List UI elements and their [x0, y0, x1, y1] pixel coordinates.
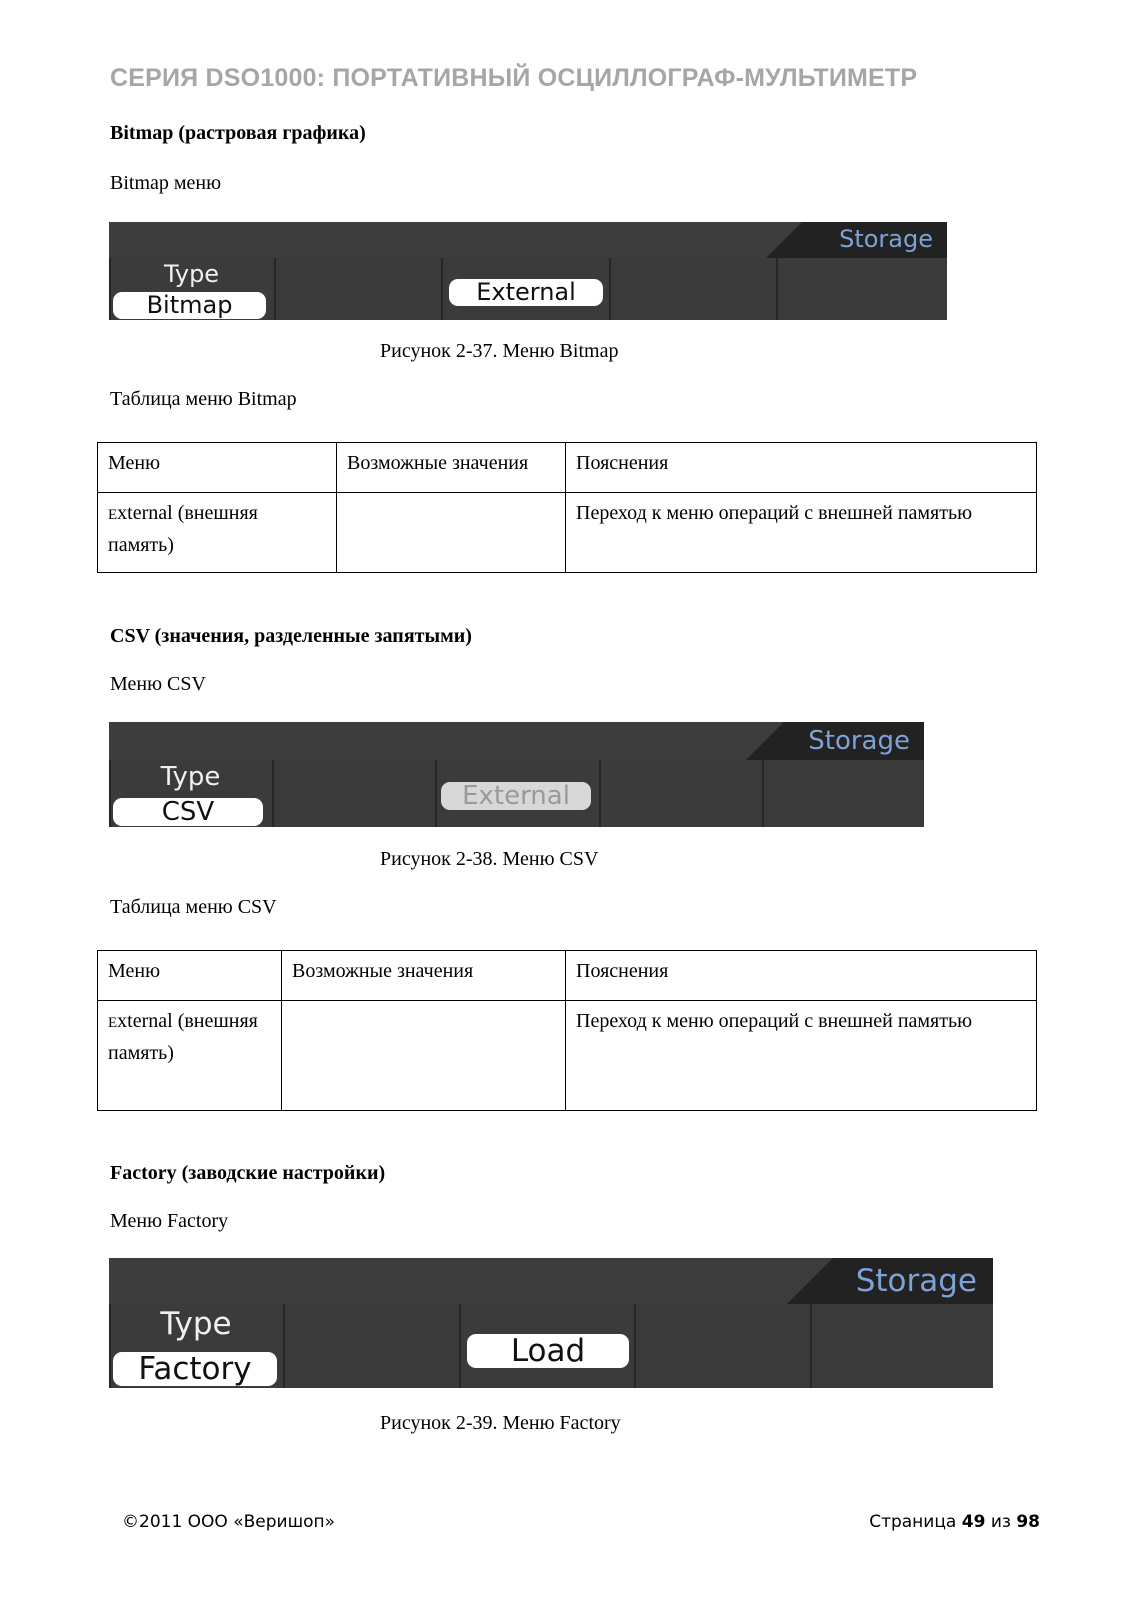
total-pages: 98 — [1016, 1512, 1040, 1532]
bitmap-menu-bar — [109, 222, 947, 320]
factory-menu-bar — [109, 1258, 993, 1388]
figure-caption-2-37: Рисунок 2-37. Меню Bitmap — [380, 340, 619, 362]
table-cell-desc: Переход к меню операций с внешней памятью — [566, 1001, 1037, 1111]
factory-heading: Factory (заводские настройки) — [110, 1162, 386, 1184]
softkey-5[interactable] — [810, 1304, 993, 1388]
softkey-2[interactable] — [272, 760, 437, 827]
menu-name: xternal (внешняя память) — [108, 1010, 258, 1064]
type-label: Type — [160, 762, 221, 792]
table-header: Пояснения — [566, 951, 1037, 1001]
figure-caption-2-39: Рисунок 2-39. Меню Factory — [380, 1412, 621, 1434]
external-button[interactable]: External — [441, 782, 591, 810]
csv-table-title: Таблица меню CSV — [110, 896, 277, 918]
storage-tab-label: Storage — [855, 1263, 977, 1299]
table-header: Пояснения — [566, 443, 1037, 493]
bitmap-table-title: Таблица меню Bitmap — [110, 388, 297, 410]
table-cell-values — [282, 1001, 566, 1111]
softkey-4[interactable] — [609, 258, 778, 320]
bitmap-intro: Bitmap меню — [110, 172, 222, 194]
table-cell-values — [337, 493, 566, 573]
page-of: из — [985, 1512, 1017, 1532]
external-button[interactable]: External — [449, 279, 603, 306]
type-label: Type — [163, 260, 220, 288]
footer-copyright: ©2011 ООО «Веришоп» — [122, 1512, 336, 1532]
softkey-4[interactable] — [634, 1304, 812, 1388]
page-header: СЕРИЯ DSO1000: ПОРТАТИВНЫЙ ОСЦИЛЛОГРАФ-МУЛЬТИМЕТР — [110, 64, 918, 92]
softkey-4[interactable] — [599, 760, 764, 827]
type-value-bitmap: Bitmap — [113, 292, 266, 319]
figure-caption-2-38: Рисунок 2-38. Меню CSV — [380, 848, 599, 870]
table-cell-menu — [98, 1001, 282, 1111]
type-value-csv: CSV — [113, 798, 263, 826]
softkey-5[interactable] — [762, 760, 924, 827]
type-label: Type — [160, 1306, 232, 1342]
type-value-factory: Factory — [113, 1352, 277, 1386]
footer-page-number — [869, 1512, 1040, 1532]
table-header: Меню — [98, 443, 337, 493]
bitmap-menu-table — [97, 442, 1037, 573]
menu-initial: E — [108, 1015, 118, 1031]
page-prefix: Страница — [869, 1512, 962, 1532]
table-cell-desc: Переход к меню операций с внешней памятью — [566, 493, 1037, 573]
storage-tab-label: Storage — [808, 726, 910, 756]
table-cell-menu — [98, 493, 337, 573]
table-header: Возможные значения — [282, 951, 566, 1001]
menu-initial: E — [108, 507, 118, 523]
softkey-2[interactable] — [283, 1304, 461, 1388]
csv-menu-table — [97, 950, 1037, 1111]
csv-intro: Меню CSV — [110, 673, 206, 695]
softkey-2[interactable] — [274, 258, 443, 320]
current-page: 49 — [961, 1512, 986, 1532]
csv-menu-bar — [109, 722, 924, 827]
menu-name: xternal (внешняя память) — [108, 502, 258, 556]
storage-tab-label: Storage — [839, 225, 933, 253]
table-header: Меню — [98, 951, 282, 1001]
csv-heading: CSV (значения, разделенные запятыми) — [110, 625, 472, 647]
table-header: Возможные значения — [337, 443, 566, 493]
load-button[interactable]: Load — [467, 1334, 629, 1368]
bitmap-heading: Bitmap (растровая графика) — [110, 122, 366, 144]
softkey-5[interactable] — [776, 258, 947, 320]
factory-intro: Меню Factory — [110, 1210, 229, 1232]
